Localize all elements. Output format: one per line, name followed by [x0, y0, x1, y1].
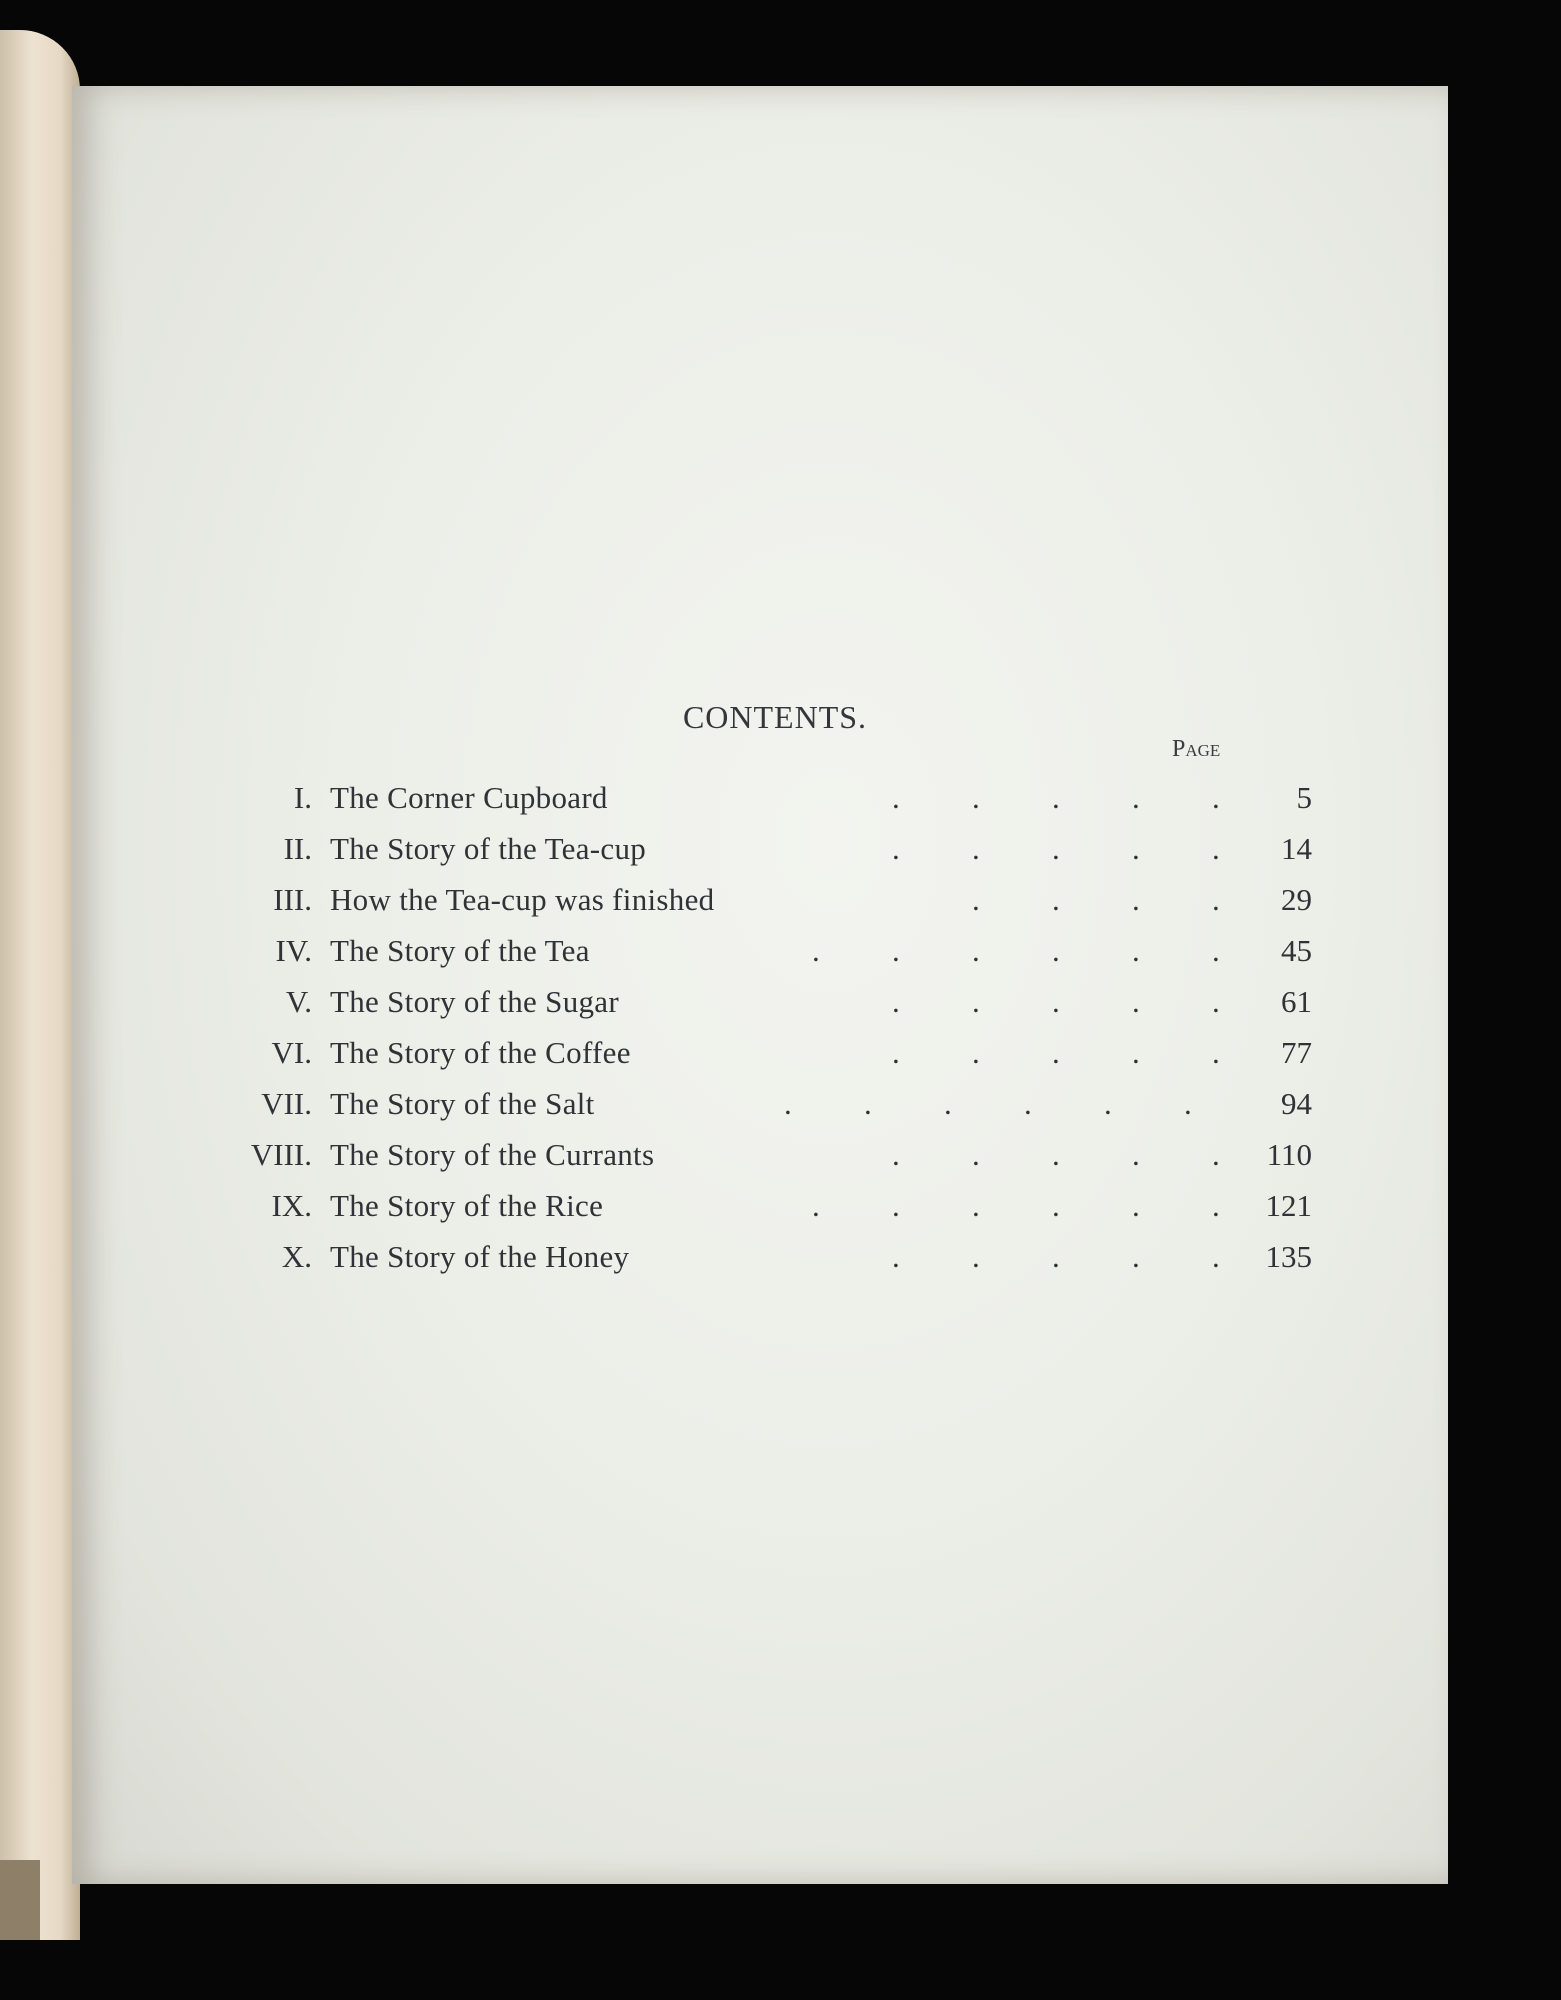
chapter-title: The Story of the Tea [330, 933, 590, 968]
toc-entry [172, 1231, 1312, 1282]
toc-entry [172, 925, 1312, 976]
chapter-numeral: VIII. [250, 1137, 312, 1172]
chapter-numeral: I. [293, 780, 312, 815]
chapter-page-number: 61 [1281, 984, 1312, 1019]
chapter-page-number: 77 [1281, 1035, 1312, 1070]
chapter-title: The Corner Cupboard [330, 780, 608, 815]
chapter-page-number: 110 [1266, 1137, 1312, 1172]
chapter-numeral: X. [281, 1239, 312, 1274]
book-spine-edge [0, 1860, 40, 1940]
toc-entry [172, 772, 1312, 823]
dot-leaders: . . . . [972, 882, 1220, 917]
page-column-label: Page [1172, 736, 1221, 762]
left-page-edge [0, 30, 80, 1940]
contents-heading: CONTENTS. [682, 699, 868, 735]
chapter-title: The Story of the Honey [330, 1239, 630, 1274]
dot-leaders: . . . . . . [812, 1188, 1220, 1223]
chapter-page-number: 135 [1265, 1239, 1312, 1274]
contents-page [72, 86, 1448, 1884]
toc-entry [172, 823, 1312, 874]
chapter-title: The Story of the Coffee [330, 1035, 631, 1070]
chapter-numeral: II. [283, 831, 312, 866]
chapter-numeral: III. [273, 882, 312, 917]
chapter-numeral: VI. [271, 1035, 312, 1070]
dot-leaders: . . . . . [892, 780, 1220, 815]
chapter-page-number: 29 [1281, 882, 1312, 917]
dot-leaders: . . . . . [892, 1239, 1220, 1274]
toc-entry [172, 1129, 1312, 1180]
dot-leaders: . . . . . [892, 1035, 1220, 1070]
toc-entry [172, 874, 1312, 925]
toc-entry [172, 1027, 1312, 1078]
chapter-title: The Story of the Rice [330, 1188, 604, 1223]
chapter-numeral: VII. [261, 1086, 312, 1121]
chapter-numeral: V. [285, 984, 312, 1019]
chapter-title: The Story of the Salt [330, 1086, 595, 1121]
toc-entry [172, 1180, 1312, 1231]
dot-leaders: . . . . . [892, 984, 1220, 1019]
chapter-title: The Story of the Sugar [330, 984, 619, 1019]
chapter-page-number: 121 [1265, 1188, 1312, 1223]
dot-leaders: . . . . . . [784, 1086, 1192, 1121]
chapter-numeral: IV. [275, 933, 312, 968]
toc-entry [172, 1078, 1312, 1129]
chapter-page-number: 5 [1296, 780, 1312, 815]
table-of-contents [172, 772, 1312, 1282]
toc-entry [172, 976, 1312, 1027]
chapter-page-number: 94 [1281, 1086, 1312, 1121]
chapter-title: The Story of the Tea-cup [330, 831, 647, 866]
dot-leaders: . . . . . . [812, 933, 1220, 968]
chapter-page-number: 14 [1281, 831, 1312, 866]
chapter-title: The Story of the Currants [330, 1137, 655, 1172]
chapter-title: How the Tea-cup was finished [330, 882, 715, 917]
chapter-numeral: IX. [271, 1188, 312, 1223]
chapter-page-number: 45 [1281, 933, 1312, 968]
dot-leaders: . . . . . [892, 1137, 1220, 1172]
dot-leaders: . . . . . [892, 831, 1220, 866]
